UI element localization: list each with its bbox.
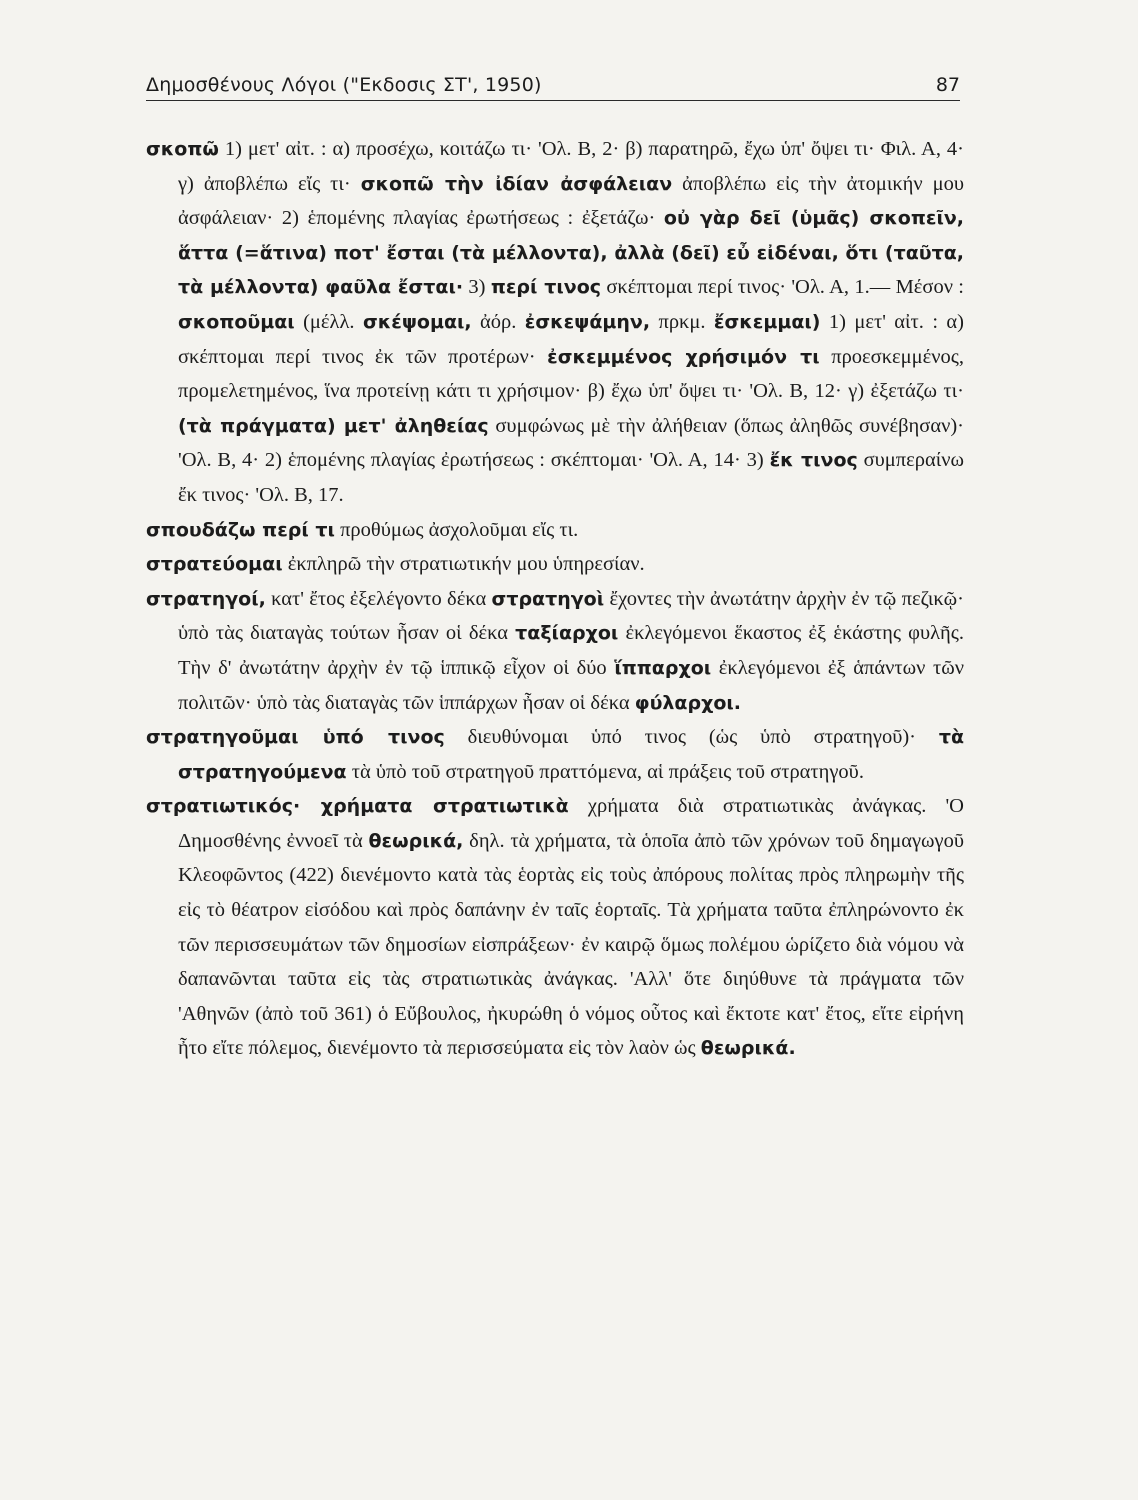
- definition-text: ἐκπληρῶ τὴν στρατιωτικήν μου ὑπηρεσίαν.: [282, 553, 645, 576]
- definition-text: ἀποβλέπω εἰς τὴν ἀτομικήν μου ἀσφάλειαν· 2) ἑπομένης πλαγίας ἐρωτήσεως : ἐξετάζω·: [178, 172, 965, 230]
- definition-text: ἀόρ.: [471, 310, 525, 333]
- headword: ταξίαρχοι: [515, 622, 619, 645]
- page-header: [146, 70, 960, 101]
- headword: περί τινος: [490, 276, 602, 299]
- definition-text: πρκμ.: [650, 310, 714, 333]
- glossary-entry: [146, 582, 964, 720]
- headword: (τὰ πράγματα) μετ' ἀληθείας: [178, 414, 489, 437]
- headword: στρατεύομαι: [146, 553, 283, 576]
- definition-text: 1) μετ' αἰτ. : α) σκέπτομαι περί τινος ἐκ τῶν προτέρων·: [178, 310, 964, 368]
- glossary-entry: [146, 513, 964, 548]
- page-number: 87: [935, 74, 960, 96]
- definition-text: ἐκλεγόμενοι ἕκαστος ἐξ ἑκάστης φυλῆς. Τὴν δ' ἀνωτάτην ἀρχὴν ἐν τῷ ἱππικῷ εἶχον οἱ δύο: [178, 622, 965, 679]
- glossary-entry: [146, 720, 964, 789]
- headword: φύλαρχοι.: [634, 691, 742, 714]
- definition-text: 3): [463, 276, 491, 299]
- definition-text: συμπεραίνω ἔκ τινος· 'Ολ. Β, 17.: [178, 449, 964, 506]
- definition-text: προθύμως ἀσχολοῦμαι εἴς τι.: [334, 518, 579, 541]
- definition-text: προεσκεμμένος, προμελετημένος, ἵνα προτείνῃ κάτι τι χρήσιμον· β) ἔχω ὑπ' ὄψει τι· 'Ολ. Β, 12· γ) ἐξετάζω τι·: [178, 345, 965, 403]
- definition-text: συμφώνως μὲ τὴν ἀλήθειαν (ὅπως ἀληθῶς συνέβησαν)· 'Ολ. Β, 4· 2) ἑπομένης πλαγίας ἐρωτήσεως : σκέπτομαι· 'Ολ. Α, 14· 3): [178, 414, 964, 472]
- definition-text: διευθύνομαι ὑπό τινος (ὡς ὑπὸ στρατηγοῦ)·: [444, 726, 939, 749]
- definition-text: κατ' ἔτος ἐξελέγοντο δέκα: [265, 587, 492, 610]
- definition-text: ἔχοντες τὴν ἀνωτάτην ἀρχὴν ἐν τῷ πεζικῷ· ὑπὸ τὰς διαταγὰς τούτων ἦσαν οἱ δέκα: [178, 587, 964, 645]
- headword: σκοπῶ τὴν ἰδίαν ἀσφάλειαν: [360, 172, 673, 195]
- definition-text: χρήματα διὰ στρατιωτικὰς ἀνάγκας. 'Ο Δημοσθένης ἐννοεῖ τὰ: [178, 795, 964, 852]
- definition-text: (μέλλ.: [294, 310, 363, 333]
- definition-text: 1) μετ' αἰτ. : α) προσέχω, κοιτάζω τι· 'Ολ. Β, 2· β) παρατηρῶ, ἔχω ὑπ' ὄψει τι· Φιλ. Α, 4· γ) ἀποβλέπω εἴς τι·: [178, 138, 964, 195]
- headword: σκοποῦμαι: [178, 310, 295, 333]
- definition-text: ἐκλεγόμενοι ἐξ ἁπάντων τῶν πολιτῶν· ὑπὸ τὰς διαταγὰς τῶν ἱππάρχων ἦσαν οἱ δέκα: [178, 656, 964, 714]
- headword: ἔκ τινος: [769, 449, 858, 472]
- headword: στρατηγοὶ: [491, 587, 605, 610]
- definition-text: δηλ. τὰ χρήματα, τὰ ὁποῖα ἀπὸ τῶν χρόνων τοῦ δημαγωγοῦ Κλεοφῶντος (422) διενέμοντο κατὰ τὰς ἑορτὰς εἰς τοὺς ἀπόρους πολίτας πρὸς πληρωμὴν τῆς εἰς τὸ θέατρον εἰσόδου καὶ πρὸς δαπάνην ἐν ταῖς ἑορταῖς. Τὰ χρήματα ταῦτα ἐπληρώνοντο ἐκ τῶν περισσευμάτων τῶν δημοσίων εἰσπράξεων· ἐν καιρῷ ὅμως πολέμου ὡρίζετο διὰ νόμου νὰ δαπανῶνται ταῦτα εἰς τὰς στρατιωτικὰς ἀνάγκας. 'Αλλ' ὅτε διηύθυνε τὰ πράγματα τῶν 'Αθηνῶν (ἀπὸ τοῦ 361) ὁ Εὔβουλος, ἠκυρώθη ὁ νόμος οὗτος καὶ ἔκτοτε κατ' ἔτος, εἴτε εἰρήνη ἦτο εἴτε πόλεμος, διενέμοντο τὰ περισσεύματα εἰς τὸν λαὸν ὡς: [178, 829, 964, 1060]
- headword: θεωρικά,: [368, 829, 464, 852]
- glossary-entry: [146, 132, 964, 513]
- headword: στρατηγοῦμαι ὑπό τινος: [146, 726, 445, 749]
- glossary-text: [146, 132, 964, 1066]
- headword: ἔσκεμμαι): [713, 310, 821, 333]
- running-title: Δημοσθένους Λόγοι ("Εκδοσις ΣΤ', 1950): [146, 74, 542, 96]
- headword: στρατιωτικός· χρήματα στρατιωτικὰ: [146, 795, 569, 818]
- headword: ἐσκεμμένος χρήσιμόν τι: [547, 345, 820, 368]
- headword: ἵππαρχοι: [614, 656, 712, 679]
- headword: στρατηγοί,: [146, 587, 266, 610]
- headword: σκοπῶ: [146, 138, 219, 160]
- headword: τὰ στρατηγούμενα: [178, 726, 964, 783]
- headword: οὐ γὰρ δεῖ (ὑμᾶς) σκοπεῖν, ἅττα (=ἅτινα) ποτ' ἔσται (τὰ μέλλοντα), ἀλλὰ (δεῖ) εὖ εἰδέναι, ὅτι (ταῦτα, τὰ μέλλοντα) φαῦλα ἔσται·: [178, 207, 965, 299]
- headword: ἐσκεψάμην,: [524, 310, 651, 333]
- glossary-entry: [146, 547, 964, 582]
- glossary-entry: [146, 789, 964, 1066]
- headword: σκέψομαι,: [362, 310, 472, 333]
- headword: θεωρικά.: [700, 1037, 796, 1060]
- headword: σπουδάζω περί τι: [146, 518, 335, 541]
- definition-text: τὰ ὑπὸ τοῦ στρατηγοῦ πραττόμενα, αἱ πράξεις τοῦ στρατηγοῦ.: [346, 760, 864, 783]
- definition-text: σκέπτομαι περί τινος· 'Ολ. Α, 1.— Μέσον :: [601, 276, 964, 299]
